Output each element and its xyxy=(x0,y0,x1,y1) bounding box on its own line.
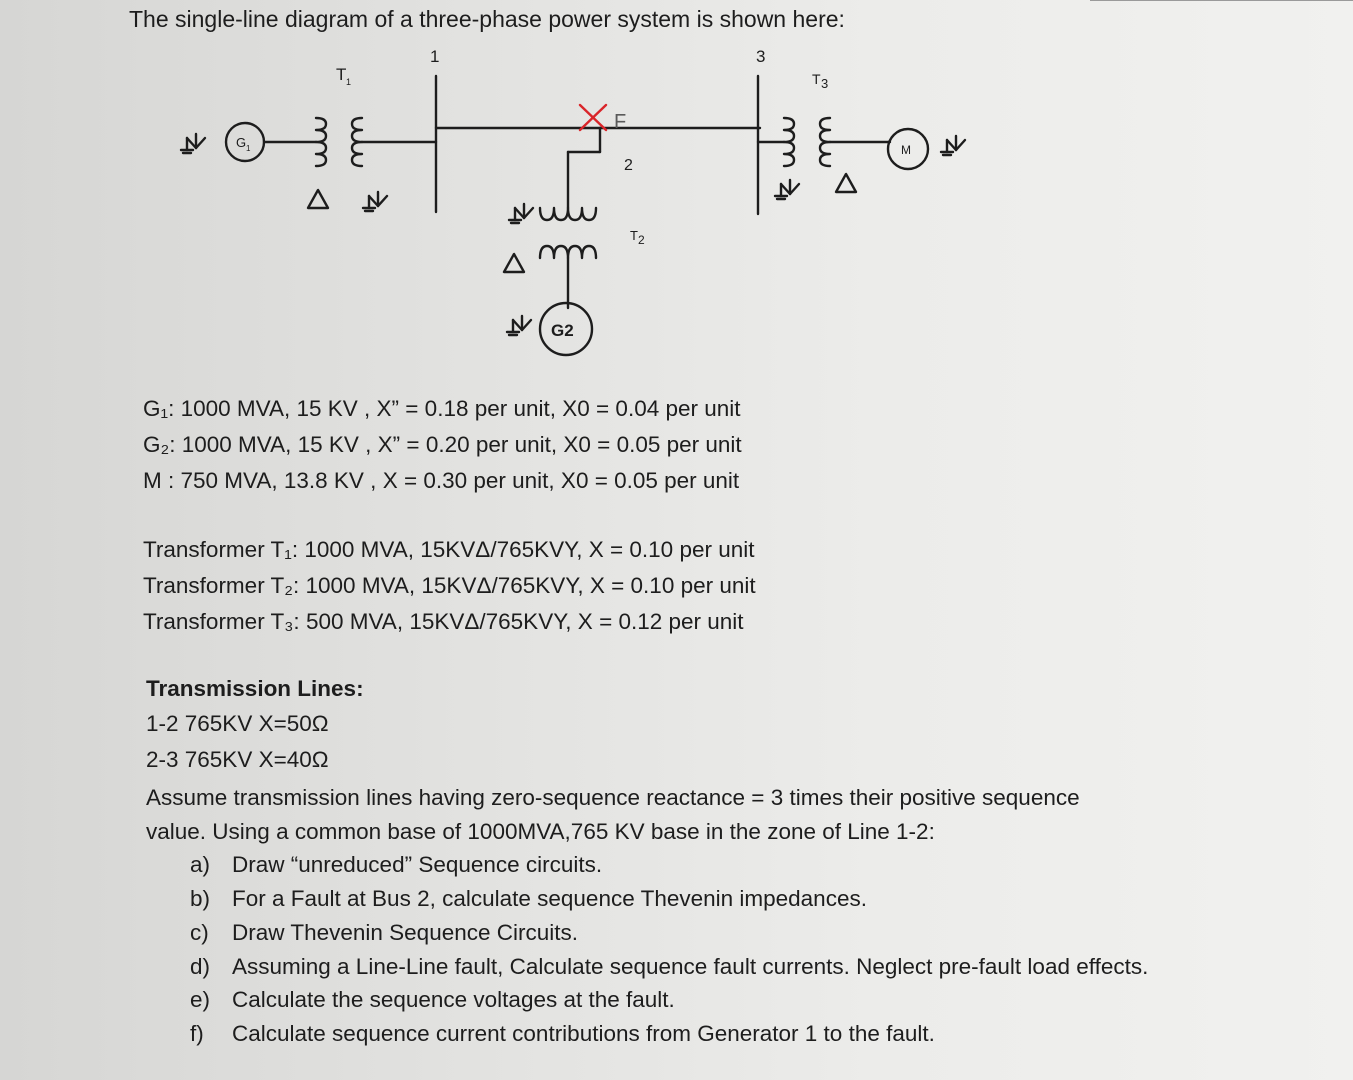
generator-g1 xyxy=(181,123,316,161)
question-letter: f) xyxy=(190,1021,204,1046)
question-text: Calculate sequence current contributions from Generator 1 to the fault. xyxy=(232,1021,935,1046)
motor-m xyxy=(888,129,965,169)
t1-sub: 1 xyxy=(346,77,352,87)
delta-icon xyxy=(504,254,524,272)
question-f xyxy=(190,1021,935,1047)
delta-icon xyxy=(836,174,856,192)
single-line-diagram xyxy=(0,40,1353,370)
question-e xyxy=(190,987,675,1013)
t3-sub: 3 xyxy=(821,76,829,91)
line-1-2-spec: 1-2 765KV X=50Ω xyxy=(146,711,329,736)
fault-label: F xyxy=(614,111,627,133)
assumption-line-1: Assume transmission lines having zero-sequence reactance = 3 times their positive sequence xyxy=(146,785,1080,810)
g1-spec: G₁: 1000 MVA, 15 KV , X” = 0.18 per unit, X0 = 0.04 per unit xyxy=(143,396,741,421)
question-letter: c) xyxy=(190,920,209,945)
delta-icon xyxy=(308,190,328,208)
t1-label: T xyxy=(336,65,347,84)
generator-g2 xyxy=(507,303,592,355)
t2-sub: 2 xyxy=(638,233,645,247)
question-text: Draw “unreduced” Sequence circuits. xyxy=(232,852,603,877)
g2-label: G2 xyxy=(551,321,574,340)
transformer-t1 xyxy=(308,65,436,211)
question-text: Calculate the sequence voltages at the fault. xyxy=(232,987,675,1012)
assumption-line-2: value. Using a common base of 1000MVA,765 KV base in the zone of Line 1-2: xyxy=(146,819,935,844)
question-text: Assuming a Line-Line fault, Calculate sequence fault currents. Neglect pre-fault load effects. xyxy=(232,954,1149,979)
bus-1-label: 1 xyxy=(430,47,440,66)
t2-label: T xyxy=(630,228,638,243)
motor-label: M xyxy=(901,143,911,157)
transformer-t2 xyxy=(504,204,645,308)
question-text: Draw Thevenin Sequence Circuits. xyxy=(232,920,579,945)
bus-3-label: 3 xyxy=(756,47,766,66)
problem-title: The single-line diagram of a three-phase power system is shown here: xyxy=(129,6,845,32)
question-d xyxy=(190,954,1148,980)
lines-heading: Transmission Lines: xyxy=(146,676,364,701)
motor-spec: M : 750 MVA, 13.8 KV , X = 0.30 per unit, X0 = 0.05 per unit xyxy=(143,468,740,493)
bus-2-label: 2 xyxy=(624,157,633,174)
g1-sub: 1 xyxy=(246,144,251,153)
g1-label: G xyxy=(236,135,247,150)
t2-spec: Transformer T₂: 1000 MVA, 15KVΔ/765KVY, X = 0.10 per unit xyxy=(143,573,756,598)
line-2-3-spec: 2-3 765KV X=40Ω xyxy=(146,747,329,772)
ground-wye-icon xyxy=(181,134,205,153)
t3-spec: Transformer T₃: 500 MVA, 15KVΔ/765KVY, X = 0.12 per unit xyxy=(143,609,744,634)
question-a xyxy=(190,852,602,878)
question-letter: d) xyxy=(190,954,211,979)
transformer-t3 xyxy=(775,71,890,199)
page-edge-line xyxy=(1090,0,1353,1)
question-letter: e) xyxy=(190,987,211,1012)
question-b xyxy=(190,886,867,912)
t3-label: T xyxy=(812,71,821,87)
g2-spec: G₂: 1000 MVA, 15 KV , X” = 0.20 per unit, X0 = 0.05 per unit xyxy=(143,432,742,457)
ground-wye-icon xyxy=(507,316,531,335)
question-letter: b) xyxy=(190,886,211,911)
question-letter: a) xyxy=(190,852,211,877)
ground-wye-icon xyxy=(363,192,387,211)
question-text: For a Fault at Bus 2, calculate sequence Thevenin impedances. xyxy=(232,886,867,911)
question-c xyxy=(190,920,578,946)
ground-wye-icon xyxy=(775,180,799,199)
ground-wye-icon xyxy=(941,136,965,155)
t1-spec: Transformer T₁: 1000 MVA, 15KVΔ/765KVY, X = 0.10 per unit xyxy=(143,537,755,562)
ground-wye-icon xyxy=(509,204,533,223)
